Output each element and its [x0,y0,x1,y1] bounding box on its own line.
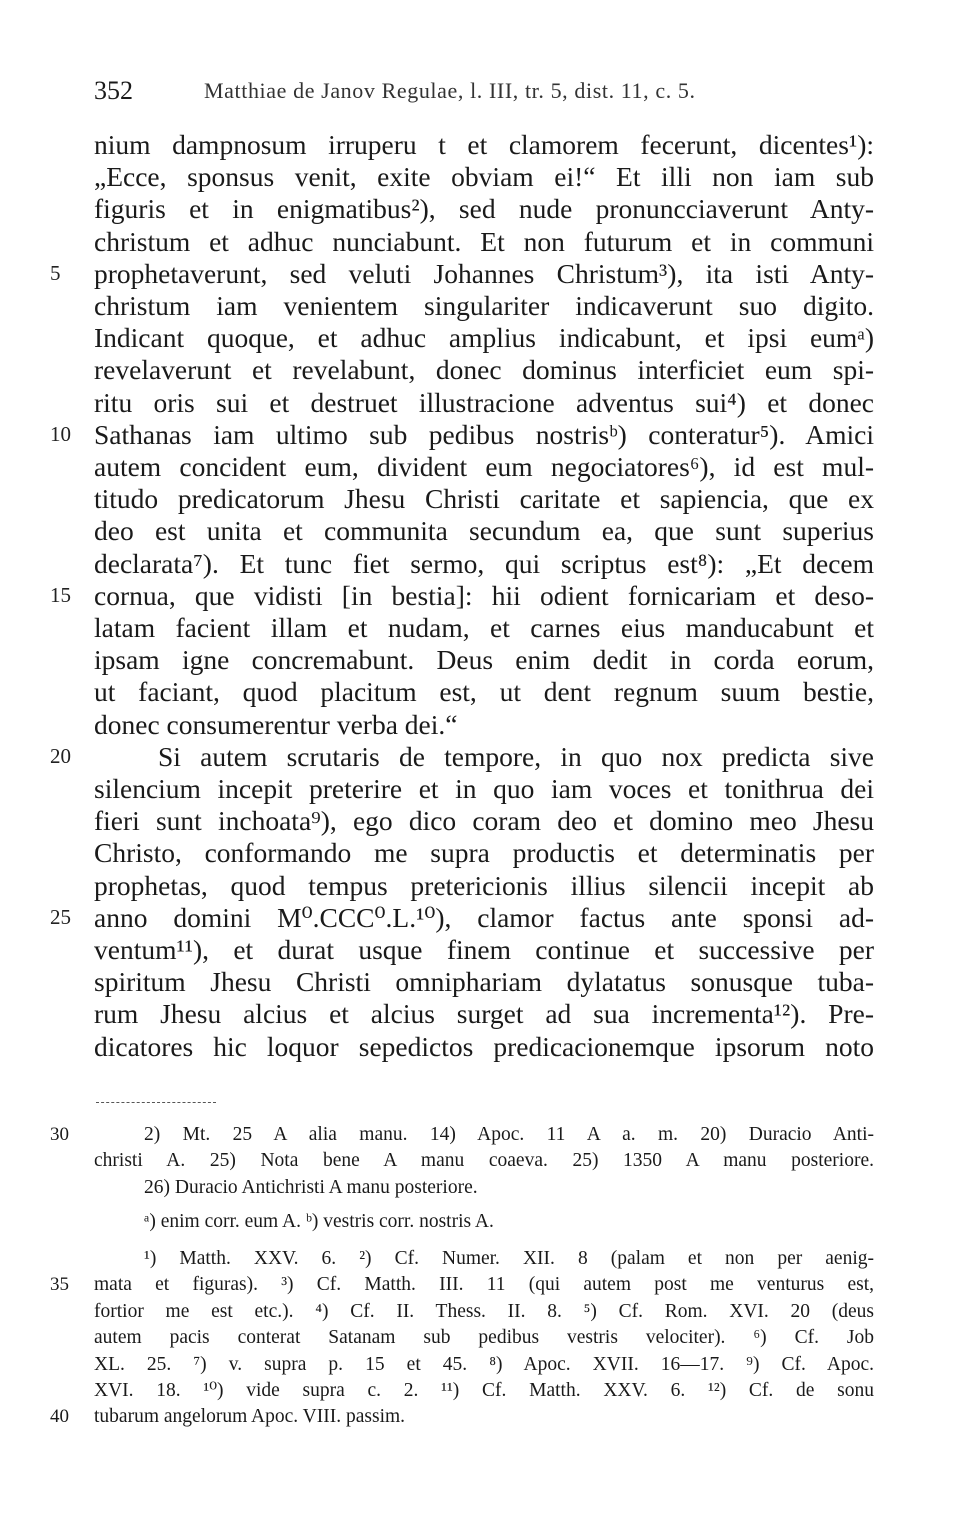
text-line [94,804,874,837]
text-line-text: ventum¹¹), et durat usque finem continue et successive per [94,934,874,965]
line-number: 5 [50,260,61,285]
text-line-text: latam facient illam et nudam, et carnes eius manducabunt et [94,612,874,643]
text-line [94,321,874,354]
text-line-text: dicatores hic loquor sepedictos predicacionemque ipsorum noto [94,1030,874,1062]
text-line [94,997,874,1030]
text-line-text: christum iam venientem singulariter indicaverunt suo digito. [94,290,874,321]
text-line [94,611,874,644]
line-number: 20 [50,743,71,768]
text-line-text: ut faciant, quod placitum est, ut dent regnum suum bestie, [94,676,874,708]
text-line [50,257,874,290]
footnote-line [94,1325,874,1351]
footnote-text: ᵃ) enim corr. eum A. ᵇ) vestris corr. nostris A. [144,1211,494,1232]
text-line [94,547,874,580]
footnote-line [94,1378,874,1404]
text-line-text: fieri sunt inchoata⁹), ego dico coram deo et domino meo Jhesu [94,805,874,837]
text-line-text: declarata⁷). Et tunc fiet sermo, qui scriptus est⁸): „Et decem [94,547,874,579]
footnote-text: tubarum angelorum Apoc. VIII. passim. [94,1406,406,1428]
text-line [50,418,874,451]
text-line [94,128,874,161]
text-line [94,965,874,998]
text-line-text: „Ecce, sponsus venit, exite obviam ei!“ Et illi non iam sub [94,161,874,193]
text-line-text: prophetaverunt, sed veluti Johannes Christum³), ita isti Anty- [94,257,874,289]
text-line [94,708,874,741]
text-line [94,869,874,902]
footnote-line [94,1299,874,1325]
line-number: 40 [50,1406,69,1428]
footnote-text: ¹) Matth. XXV. 6. ²) Cf. Numer. XII. 8 (palam et non per aenig- [144,1248,874,1269]
text-line-text: christum et adhuc nunciabunt. Et non futurum et in communi [94,225,874,257]
text-line-text: Sathanas iam ultimo sub pedibus nostrisᵇ) conteratur⁵). Amici [94,418,874,450]
text-line [94,836,874,869]
text-line-text: ipsam igne concremabunt. Deus enim dedit in corda eorum, [94,644,874,676]
running-head: Matthiae de Janov Regulae, l. III, tr. 5, dist. 11, c. 5. [204,78,696,103]
footnote-text: XL. 25. ⁷) v. supra p. 15 et 45. ⁸) Apoc. XVII. 16—17. ⁹) Cf. Apoc. [94,1353,874,1375]
line-number: 10 [50,421,71,446]
footnote-line [94,1209,874,1235]
footnote-text: XVI. 18. ¹⁰) vide supra c. 2. ¹¹) Cf. Matth. XXV. 6. ¹²) Cf. de sonu [94,1380,874,1401]
footnote-text: 26) Duracio Antichristi A manu posteriore. [144,1176,478,1198]
footnote-line [50,1272,874,1298]
page-header [94,76,884,112]
text-line-text: rum Jhesu alcius et alcius surget ad sua incrementa¹²). Pre- [94,998,874,1030]
line-number: 30 [50,1124,69,1145]
footnote-text: autem pacis conterat Satanam sub pedibus vestris velociter). ⁶) Cf. Job [94,1327,874,1349]
text-line-text: Si autem scrutaris de tempore, in quo nox predicta sive [158,740,874,772]
footnote-line [94,1175,874,1201]
text-line [94,482,874,515]
footnote-line [50,1122,874,1148]
text-line-text: prophetas, quod tempus pretericionis illius silencii incepit ab [94,869,874,901]
text-line [50,901,874,934]
page-number: 352 [94,76,133,105]
text-line [94,353,874,386]
text-line [94,386,874,419]
footnote-text: 2) Mt. 25 A alia manu. 14) Apoc. 11 A a. m. 20) Duracio Anti- [144,1124,874,1145]
text-line [94,772,874,805]
footnote-line [94,1148,874,1174]
footnote-text: mata et figuras). ³) Cf. Matth. III. 11 (qui autem post me venturus est, [94,1274,874,1296]
text-line [94,514,874,547]
text-line-text: anno domini M⁰.CCC⁰.L.¹⁰), clamor factus ante sponsi ad- [94,901,874,933]
text-line-text: revelaverunt et revelabunt, donec dominus interficiet eum spi- [94,354,874,386]
text-line-text: figuris et in enigmatibus²), sed nude pronuncciaverunt Anty- [94,193,874,225]
text-line-text: cornua, que vidisti [in bestia]: hii odient fornicariam et deso- [94,579,874,611]
text-line [94,160,874,193]
text-line [94,1030,874,1063]
text-line-text: spiritum Jhesu Christi omniphariam dylatatus sonusque tuba- [94,966,874,998]
text-line [50,740,874,773]
footnote-text: christi A. 25) Nota bene A manu coaeva. 25) 1350 A manu posteriore. [94,1150,874,1172]
text-line [94,450,874,483]
text-line-text: nium dampnosum irruperu t et clamorem fecerunt, dicentes¹): [94,129,874,160]
text-line [94,643,874,676]
text-line [94,933,874,966]
text-line-text: titudo predicatorum Jhesu Christi caritate et sapiencia, que ex [94,483,874,515]
text-line-text: autem concident eum, divident eum negociatores⁶), id est mul- [94,451,874,482]
text-line-text: Indicant quoque, et adhuc amplius indicabunt, et ipsi eumᵃ) [94,322,874,354]
text-line-text: Christo, conformando me supra productis et determinatis per [94,837,874,869]
text-line-text: silencium incepit preterire et in quo iam voces et tonithrua dei [94,773,874,804]
text-line-text: deo est unita et communita secundum ea, que sunt superius [94,515,874,547]
footnote-separator [96,1102,216,1103]
text-line [94,225,874,258]
text-line [94,192,874,225]
line-number: 35 [50,1274,69,1296]
text-line [94,675,874,708]
footnote-line [94,1246,874,1272]
text-line [94,289,874,322]
text-line [50,579,874,612]
text-line-text: donec consumerentur verba dei.“ [94,708,458,740]
line-number: 25 [50,904,71,929]
line-number: 15 [50,582,71,607]
footnote-line [94,1352,874,1378]
footnote-text: fortior me est etc.). ⁴) Cf. II. Thess. II. 8. ⁵) Cf. Rom. XVI. 20 (deus [94,1300,874,1322]
footnote-line [50,1404,874,1430]
text-line-text: ritu oris sui et destruet illustracione adventus sui⁴) et donec [94,386,874,418]
